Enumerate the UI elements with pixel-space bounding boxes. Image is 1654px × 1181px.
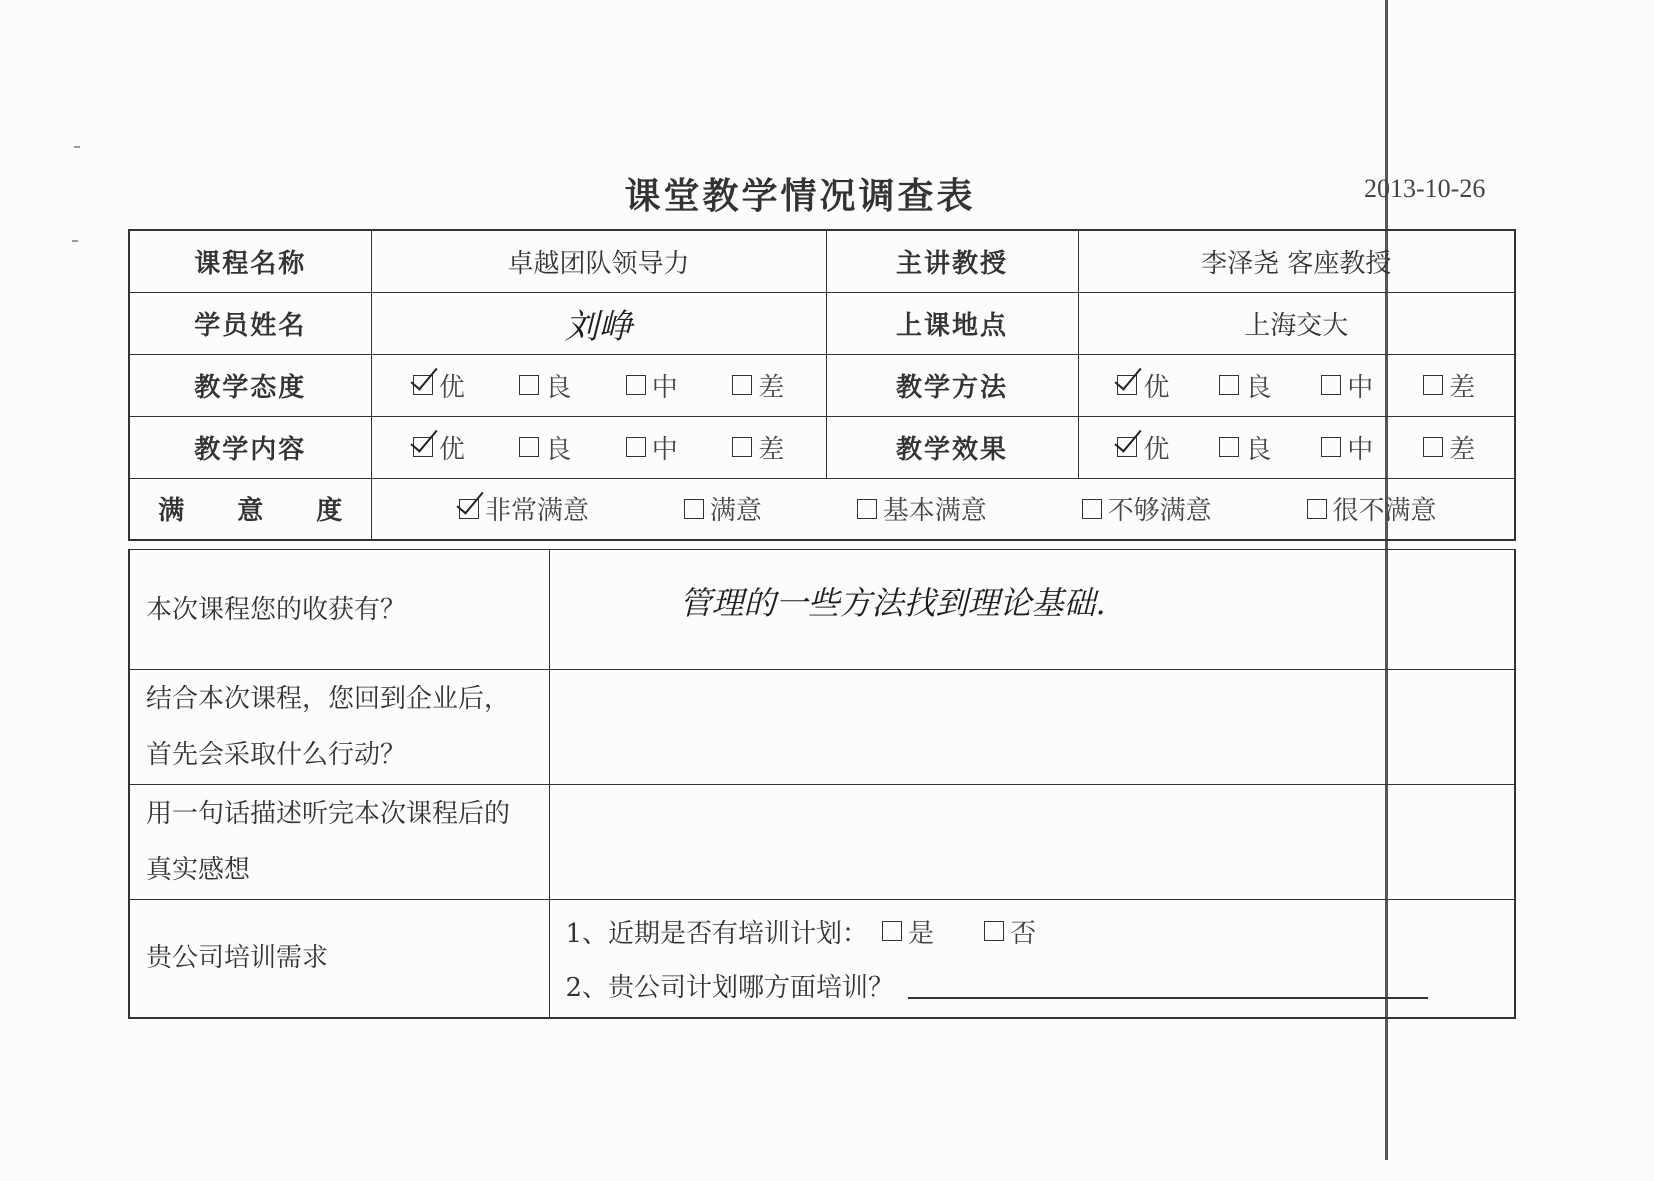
row-content-effect xyxy=(129,416,1515,478)
checkbox[interactable] xyxy=(1423,437,1443,457)
content-option-good[interactable]: 良 xyxy=(519,429,571,466)
checkbox[interactable] xyxy=(857,499,877,519)
needs-question: 贵公司培训需求 xyxy=(129,900,549,1018)
checkbox[interactable] xyxy=(984,921,1004,941)
checkbox[interactable] xyxy=(1423,375,1443,395)
row-satisfaction xyxy=(129,478,1515,540)
checkbox[interactable] xyxy=(684,499,704,519)
gain-answer-handwriting: 管理的一些方法找到理论基础. xyxy=(679,584,1106,622)
course-label: 课程名称 xyxy=(129,230,371,292)
location-field[interactable]: 上海交大 xyxy=(1078,292,1515,354)
checkbox-checked[interactable] xyxy=(413,375,433,395)
location-label: 上课地点 xyxy=(826,292,1078,354)
action-question: 结合本次课程，您回到企业后，首先会采取什么行动？ xyxy=(129,670,549,785)
satisfaction-option-basic[interactable]: 基本满意 xyxy=(857,490,987,527)
form-date: 2013-10-26 xyxy=(1364,174,1486,203)
gain-answer-field[interactable] xyxy=(549,550,1515,670)
checkbox[interactable] xyxy=(1219,437,1239,457)
course-name-field[interactable]: 卓越团队领导力 xyxy=(371,230,826,292)
survey-table xyxy=(128,229,1516,541)
gain-question: 本次课程您的收获有？ xyxy=(129,550,549,670)
checkbox[interactable] xyxy=(626,437,646,457)
checkbox[interactable] xyxy=(1321,375,1341,395)
satisfaction-option-not-enough[interactable]: 不够满意 xyxy=(1082,490,1212,527)
row-action xyxy=(129,670,1515,785)
plan-no-option[interactable]: 否 xyxy=(984,913,1036,950)
checkbox[interactable] xyxy=(732,375,752,395)
effect-option-average[interactable]: 中 xyxy=(1321,429,1373,466)
method-option-excellent[interactable]: 优 xyxy=(1117,367,1169,404)
student-name-handwriting: 刘峥 xyxy=(564,306,633,347)
student-label: 学员姓名 xyxy=(129,292,371,354)
attitude-option-poor[interactable]: 差 xyxy=(732,367,784,404)
effect-option-poor[interactable]: 差 xyxy=(1423,429,1475,466)
student-name-field[interactable] xyxy=(371,292,826,354)
effect-label: 教学效果 xyxy=(826,416,1078,478)
margin-mark xyxy=(74,146,80,148)
content-option-excellent[interactable]: 优 xyxy=(413,429,465,466)
row-student xyxy=(129,292,1515,354)
questions-table xyxy=(128,549,1516,1019)
checkbox[interactable] xyxy=(1307,499,1327,519)
plan-yes-option[interactable]: 是 xyxy=(882,913,934,950)
method-label: 教学方法 xyxy=(826,354,1078,416)
satisfaction-group xyxy=(372,490,1515,527)
feeling-answer-field[interactable] xyxy=(549,785,1515,900)
plan-question: 1、近期是否有培训计划： xyxy=(565,918,869,949)
training-area-blank[interactable] xyxy=(908,971,1428,999)
rating-group xyxy=(1079,429,1515,466)
checkbox[interactable] xyxy=(1219,375,1239,395)
effect-options xyxy=(1078,416,1515,478)
row-feeling xyxy=(129,785,1515,900)
feeling-question: 用一句话描述听完本次课程后的真实感想 xyxy=(129,785,549,900)
method-option-poor[interactable]: 差 xyxy=(1423,367,1475,404)
lecturer-label: 主讲教授 xyxy=(826,230,1078,292)
row-needs xyxy=(129,900,1515,1018)
checkbox-checked[interactable] xyxy=(413,437,433,457)
attitude-option-average[interactable]: 中 xyxy=(626,367,678,404)
content-option-average[interactable]: 中 xyxy=(626,429,678,466)
checkbox[interactable] xyxy=(519,375,539,395)
content-option-poor[interactable]: 差 xyxy=(732,429,784,466)
checkbox[interactable] xyxy=(732,437,752,457)
attitude-label: 教学态度 xyxy=(129,354,371,416)
checkbox[interactable] xyxy=(519,437,539,457)
checkbox-checked[interactable] xyxy=(459,499,479,519)
action-answer-field[interactable] xyxy=(549,670,1515,785)
rating-group xyxy=(372,367,826,404)
training-area-question: 2、贵公司计划哪方面培训？ xyxy=(565,972,895,1003)
effect-option-good[interactable]: 良 xyxy=(1219,429,1271,466)
satisfaction-label: 满 意 度 xyxy=(129,478,371,540)
needs-line-1 xyxy=(566,904,1499,958)
satisfaction-option-very-satisfied[interactable]: 非常满意 xyxy=(459,490,589,527)
satisfaction-option-satisfied[interactable]: 满意 xyxy=(684,490,762,527)
attitude-option-excellent[interactable]: 优 xyxy=(413,367,465,404)
checkbox[interactable] xyxy=(1321,437,1341,457)
checkbox-checked[interactable] xyxy=(1117,437,1137,457)
attitude-option-good[interactable]: 良 xyxy=(519,367,571,404)
lecturer-field[interactable]: 李泽尧 客座教授 xyxy=(1078,230,1515,292)
needs-line-2 xyxy=(566,958,1499,1012)
checkbox[interactable] xyxy=(1082,499,1102,519)
checkbox[interactable] xyxy=(882,921,902,941)
effect-option-excellent[interactable]: 优 xyxy=(1117,429,1169,466)
content-label: 教学内容 xyxy=(129,416,371,478)
row-attitude-method xyxy=(129,354,1515,416)
method-option-average[interactable]: 中 xyxy=(1321,367,1373,404)
method-options xyxy=(1078,354,1515,416)
rating-group xyxy=(372,429,826,466)
checkbox-checked[interactable] xyxy=(1117,375,1137,395)
satisfaction-options xyxy=(371,478,1515,540)
row-course xyxy=(129,230,1515,292)
attitude-options xyxy=(371,354,826,416)
row-gain xyxy=(129,550,1515,670)
rating-group xyxy=(1079,367,1515,404)
checkbox[interactable] xyxy=(626,375,646,395)
needs-answer-area xyxy=(549,900,1515,1018)
form-title: 课堂教学情况调查表 xyxy=(624,176,976,217)
content-options xyxy=(371,416,826,478)
margin-mark xyxy=(72,240,78,242)
method-option-good[interactable]: 良 xyxy=(1219,367,1271,404)
satisfaction-option-very-unsatisfied[interactable]: 很不满意 xyxy=(1307,490,1437,527)
